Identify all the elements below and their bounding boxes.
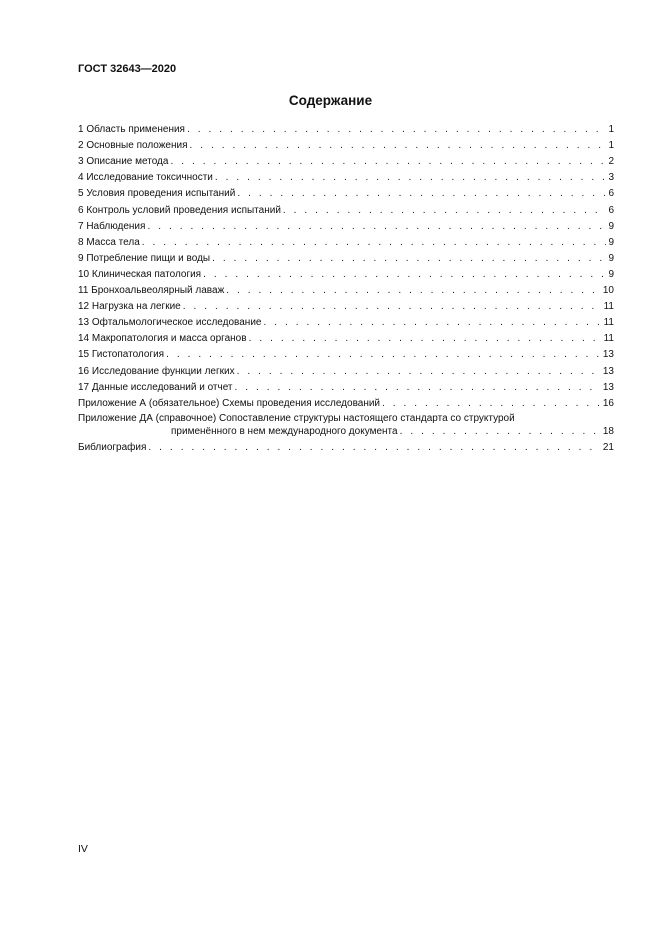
toc-entry-annex-da[interactable] [78,412,614,438]
page-title: Содержание [288,93,373,108]
toc-entry[interactable]: 16 Исследование функции легких . . . 13 [78,361,614,377]
page-number: IV [78,843,88,855]
toc-entry-bibliography[interactable]: Библиография . . . 21 [78,438,614,454]
toc-entry[interactable]: 7 Наблюдения . . . 9 [78,217,614,233]
toc-entry[interactable]: 4 Исследование токсичности . . . 3 [78,168,614,184]
toc-entry[interactable]: 1 Область применения . . . 1 [78,120,614,136]
annex-da-line2: применённого в нем международного документа [171,425,398,437]
toc-entry-annex-a[interactable]: Приложение А (обязательное) Схемы проведения исследований . . . 16 [78,394,614,410]
toc-entry[interactable]: 14 Макропатология и масса органов . . . 11 [78,329,614,345]
toc-entry[interactable]: 13 Офтальмологическое исследование . . . 11 [78,313,614,329]
toc-entry[interactable]: 17 Данные исследований и отчет . . . 13 [78,378,614,394]
toc-entry[interactable]: 11 Бронхоальвеолярный лаваж . . . 10 [78,281,614,297]
toc-entry[interactable]: 6 Контроль условий проведения испытаний . . . 6 [78,200,614,216]
toc-entry[interactable]: 5 Условия проведения испытаний . . . 6 [78,184,614,200]
annex-da-page: 18 [602,425,614,437]
toc-entry[interactable]: 3 Описание метода . . . 2 [78,152,614,168]
annex-da-line1: Приложение ДА (справочное) Сопоставление структуры настоящего стандарта со структурой [78,412,515,424]
toc-entry[interactable]: 9 Потребление пищи и воды . . . 9 [78,249,614,265]
document-header: ГОСТ 32643—2020 [78,63,177,75]
toc-entry[interactable]: 15 Гистопатология . . . 13 [78,345,614,361]
toc-entry[interactable]: 10 Клиническая патология . . . 9 [78,265,614,281]
toc-entry[interactable]: 2 Основные положения . . . 1 [78,136,614,152]
toc-entry[interactable]: 8 Масса тела . . . 9 [78,233,614,249]
table-of-contents [78,120,614,454]
toc-entry[interactable]: 12 Нагрузка на легкие . . . 11 [78,297,614,313]
